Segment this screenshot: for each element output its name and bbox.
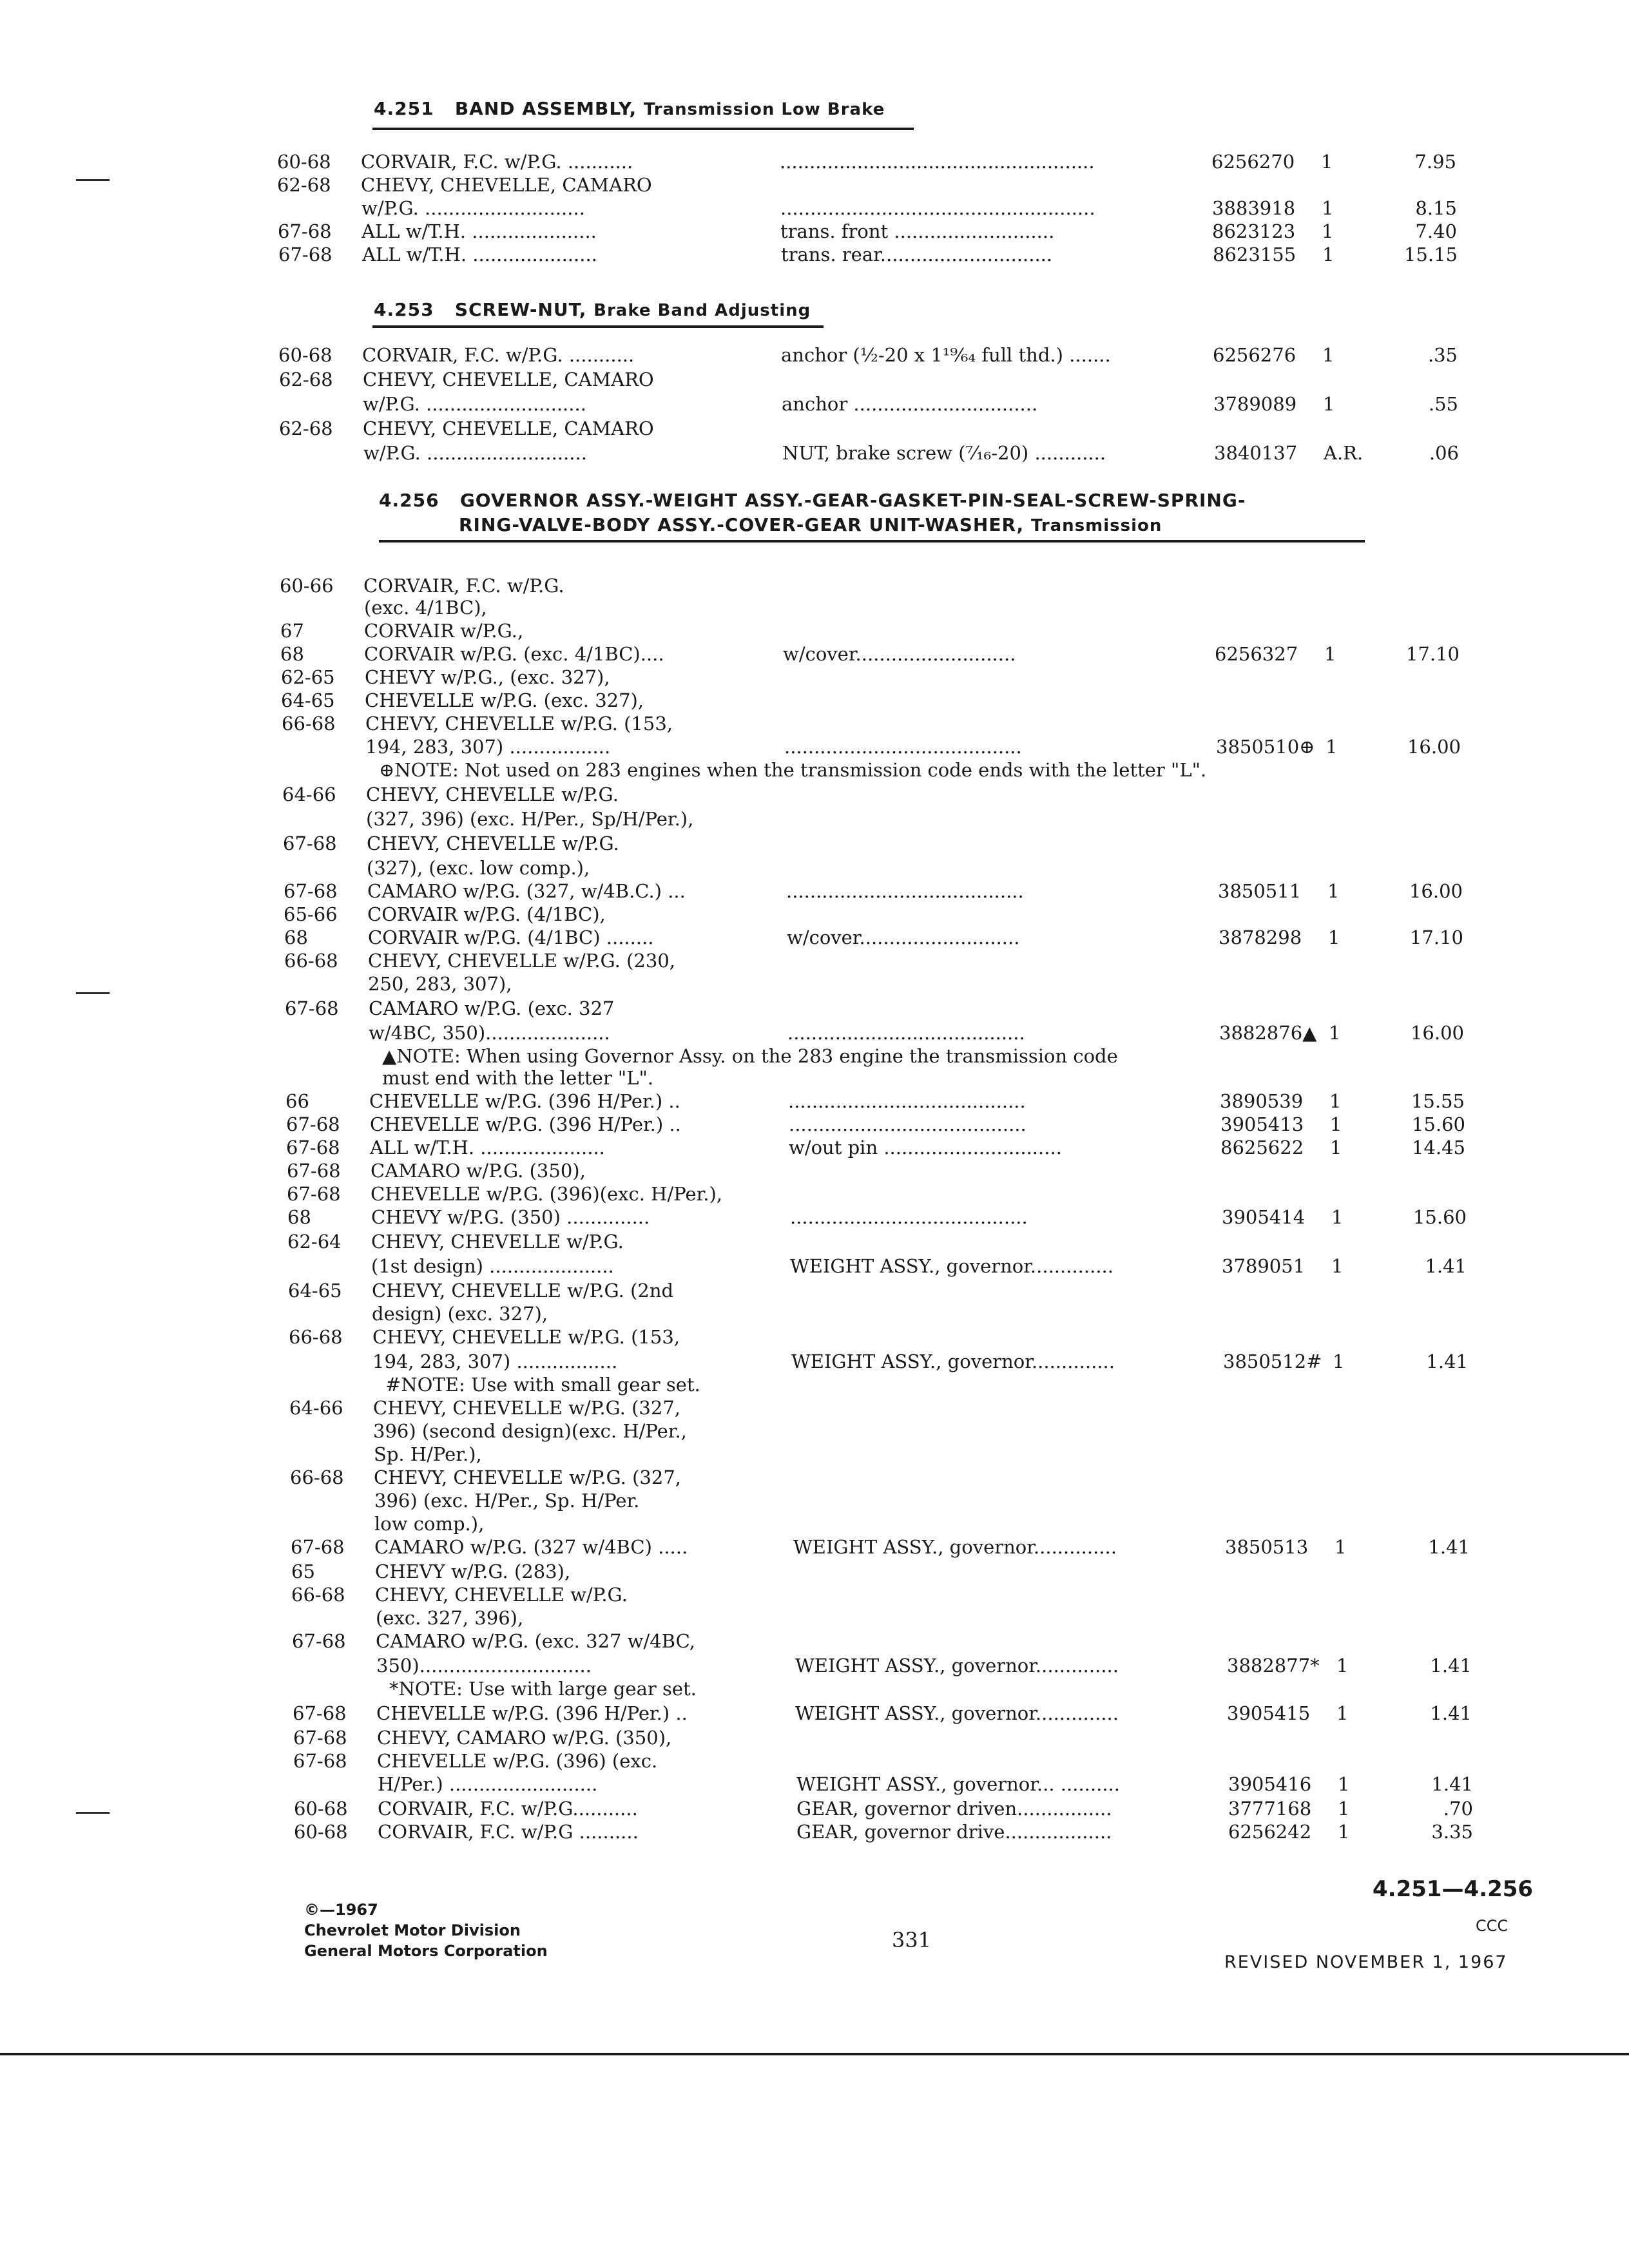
part-number: 8625622 bbox=[1220, 1137, 1304, 1158]
part-description: GEAR, governor drive.................. bbox=[796, 1821, 1112, 1843]
part-description: WEIGHT ASSY., governor.............. bbox=[791, 1350, 1115, 1372]
table-row bbox=[7, 972, 1629, 996]
model-years: 62-65 bbox=[281, 666, 335, 688]
section-heading-4-256 bbox=[379, 490, 1246, 511]
part-description: w/out pin .............................. bbox=[789, 1137, 1062, 1158]
table-row bbox=[1, 219, 1629, 244]
table-row bbox=[11, 1278, 1629, 1303]
part-number: 6256242 bbox=[1228, 1821, 1312, 1843]
model-description: (1st design) ..................... bbox=[371, 1255, 614, 1277]
table-row bbox=[1, 343, 1629, 367]
part-number: 3905414 bbox=[1222, 1206, 1306, 1228]
price: .70 bbox=[1443, 1798, 1473, 1820]
model-years: 65 bbox=[291, 1561, 315, 1582]
price: 16.00 bbox=[1409, 880, 1463, 902]
model-description: ▲NOTE: When using Governor Assy. on the 283 engine the transmission code bbox=[382, 1045, 1118, 1067]
part-number: 3878298 bbox=[1219, 927, 1302, 948]
price: 15.60 bbox=[1411, 1113, 1465, 1135]
model-description: 396) (second design)(exc. H/Per., bbox=[373, 1420, 687, 1442]
model-description: CORVAIR, F.C. w/P.G. ........... bbox=[361, 151, 633, 173]
table-row bbox=[12, 1396, 1629, 1420]
model-description: 350)............................. bbox=[376, 1655, 592, 1677]
part-number: 3789051 bbox=[1222, 1255, 1306, 1277]
quantity: 1 bbox=[1336, 1702, 1349, 1724]
table-row bbox=[5, 807, 1629, 831]
model-description: CAMARO w/P.G. (exc. 327 bbox=[369, 997, 615, 1019]
part-description: trans. front ........................... bbox=[780, 220, 1055, 242]
part-description: w/cover........................... bbox=[783, 643, 1016, 665]
part-number: 8623123 bbox=[1212, 220, 1296, 242]
model-description: CORVAIR, F.C. w/P.G. bbox=[363, 575, 564, 597]
part-number: 6256327 bbox=[1215, 643, 1298, 665]
quantity: 1 bbox=[1331, 1206, 1344, 1228]
division-name: Chevrolet Motor Division bbox=[304, 1921, 521, 1939]
table-row bbox=[17, 1820, 1629, 1844]
price: 1.41 bbox=[1430, 1655, 1472, 1677]
part-number: 6256276 bbox=[1213, 344, 1296, 366]
model-years: 65-66 bbox=[284, 903, 338, 925]
part-description: ..................................................... bbox=[780, 151, 1095, 173]
table-row bbox=[12, 1419, 1629, 1443]
model-years: 67-68 bbox=[287, 1183, 341, 1205]
price: 7.95 bbox=[1414, 151, 1456, 173]
table-row bbox=[13, 1465, 1629, 1490]
quantity: 1 bbox=[1322, 197, 1334, 219]
table-row bbox=[6, 879, 1629, 903]
table-row bbox=[15, 1701, 1629, 1725]
table-row bbox=[4, 688, 1629, 713]
table-row bbox=[0, 149, 1629, 174]
model-years: 67-68 bbox=[285, 997, 339, 1019]
price: 17.10 bbox=[1405, 643, 1460, 665]
model-description: ⊕NOTE: Not used on 283 engines when the transmission code ends with the letter "L". bbox=[379, 759, 1207, 781]
table-row bbox=[6, 831, 1629, 856]
price: 1.41 bbox=[1428, 1536, 1470, 1558]
model-description: low comp.), bbox=[374, 1513, 485, 1535]
model-description: CHEVY w/P.G., (exc. 327), bbox=[365, 666, 610, 688]
table-row bbox=[5, 782, 1629, 807]
table-row bbox=[10, 1254, 1629, 1278]
section-subtitle: Brake Band Adjusting bbox=[593, 301, 811, 320]
part-description: WEIGHT ASSY., governor.............. bbox=[790, 1255, 1113, 1277]
model-description: CHEVY w/P.G. (350) .............. bbox=[371, 1206, 650, 1228]
part-number: 8623155 bbox=[1213, 244, 1296, 265]
price: 8.15 bbox=[1415, 197, 1457, 219]
model-years: 62-68 bbox=[277, 174, 331, 196]
model-years: 60-68 bbox=[278, 344, 333, 366]
section-heading-4-253 bbox=[374, 299, 811, 320]
page-bottom-rule bbox=[0, 2053, 1629, 2055]
table-row bbox=[10, 1182, 1629, 1206]
model-description: CORVAIR w/P.G. (4/1BC) ........ bbox=[368, 927, 654, 948]
price: 1.41 bbox=[1431, 1773, 1473, 1795]
quantity: 1 bbox=[1338, 1821, 1350, 1843]
model-description: (327, 396) (exc. H/Per., Sp/H/Per.), bbox=[366, 808, 694, 830]
model-years: 67-68 bbox=[293, 1727, 347, 1749]
model-description: CHEVY, CHEVELLE w/P.G. bbox=[371, 1231, 624, 1253]
quantity: A.R. bbox=[1324, 442, 1364, 464]
part-description: anchor ............................... bbox=[782, 393, 1038, 415]
part-number: 3850510⊕ bbox=[1216, 736, 1315, 758]
model-description: CHEVELLE w/P.G. (396) (exc. bbox=[377, 1750, 658, 1772]
table-row bbox=[4, 665, 1629, 689]
model-years: 67-68 bbox=[278, 220, 332, 242]
section-underline bbox=[372, 325, 824, 328]
part-description: ........................................ bbox=[789, 1113, 1027, 1135]
section-subtitle: Transmission Low Brake bbox=[643, 100, 885, 119]
model-years: 62-68 bbox=[279, 418, 333, 439]
price: 1.41 bbox=[1425, 1255, 1467, 1277]
price: 16.00 bbox=[1410, 1022, 1464, 1044]
part-description: anchor (½-20 x 1¹⁹⁄₆₄ full thd.) ....... bbox=[781, 344, 1111, 366]
model-description: CHEVY, CHEVELLE w/P.G. bbox=[367, 832, 619, 854]
table-row bbox=[0, 173, 1629, 197]
table-row bbox=[10, 1158, 1629, 1183]
part-number: 3882877* bbox=[1227, 1655, 1320, 1677]
model-description: CHEVY w/P.G. (283), bbox=[375, 1561, 571, 1582]
model-years: 60-68 bbox=[294, 1798, 348, 1820]
model-description: CHEVELLE w/P.G. (396 H/Per.) .. bbox=[370, 1113, 681, 1135]
table-row bbox=[1, 196, 1629, 220]
section-underline bbox=[372, 128, 914, 130]
model-years: 66 bbox=[285, 1090, 309, 1112]
model-description: #NOTE: Use with small gear set. bbox=[385, 1374, 700, 1396]
table-row bbox=[2, 416, 1629, 441]
section-number: 4.256 bbox=[379, 490, 439, 511]
price: 1.41 bbox=[1430, 1702, 1472, 1724]
model-years: 68 bbox=[284, 927, 308, 948]
model-years: 67-68 bbox=[286, 1113, 340, 1135]
model-description: w/4BC, 350)..................... bbox=[369, 1022, 610, 1044]
price: 14.45 bbox=[1411, 1137, 1465, 1158]
table-row bbox=[9, 1112, 1629, 1137]
price: 15.55 bbox=[1411, 1090, 1465, 1112]
catalog-code: CCC bbox=[1476, 1917, 1509, 1935]
part-description: w/cover........................... bbox=[787, 927, 1020, 948]
price: .06 bbox=[1429, 442, 1459, 464]
table-row bbox=[6, 902, 1629, 927]
model-years: 67-68 bbox=[292, 1630, 346, 1652]
model-years: 67-68 bbox=[284, 880, 338, 902]
model-years: 67-68 bbox=[283, 832, 337, 854]
model-years: 60-68 bbox=[277, 151, 331, 173]
price: 16.00 bbox=[1407, 736, 1461, 758]
table-row bbox=[12, 1372, 1629, 1397]
table-row bbox=[1, 242, 1629, 267]
part-number: 3882876▲ bbox=[1219, 1022, 1317, 1044]
section-title: BAND ASSEMBLY, bbox=[454, 98, 637, 119]
table-row bbox=[10, 1205, 1629, 1229]
model-description: CAMARO w/P.G. (350), bbox=[371, 1160, 586, 1182]
page-number: 331 bbox=[892, 1928, 932, 1952]
part-description: WEIGHT ASSY., governor.............. bbox=[795, 1702, 1119, 1724]
model-description: (327), (exc. low comp.), bbox=[367, 857, 590, 879]
model-description: CORVAIR w/P.G. (exc. 4/1BC).... bbox=[364, 643, 664, 665]
quantity: 1 bbox=[1329, 1022, 1341, 1044]
model-description: CHEVELLE w/P.G. (396 H/Per.) .. bbox=[369, 1090, 680, 1112]
part-number: 3850513 bbox=[1225, 1536, 1309, 1558]
part-number: 3789089 bbox=[1213, 393, 1297, 415]
model-description: w/P.G. ........................... bbox=[363, 442, 587, 464]
model-description: CHEVELLE w/P.G. (396 H/Per.) .. bbox=[376, 1702, 688, 1724]
part-description: ........................................ bbox=[788, 1090, 1026, 1112]
model-years: 67 bbox=[280, 620, 304, 642]
table-row bbox=[7, 948, 1629, 973]
copyright: ©—1967 bbox=[304, 1901, 378, 1919]
table-row bbox=[3, 441, 1629, 465]
quantity: 1 bbox=[1328, 927, 1340, 948]
table-row bbox=[12, 1325, 1629, 1349]
model-description: 250, 283, 307), bbox=[368, 973, 512, 995]
table-row bbox=[7, 925, 1629, 950]
model-description: CORVAIR w/P.G., bbox=[364, 620, 524, 642]
part-description: trans. rear............................. bbox=[781, 244, 1053, 265]
part-description: WEIGHT ASSY., governor.............. bbox=[793, 1536, 1117, 1558]
part-description: ........................................ bbox=[786, 880, 1024, 902]
model-description: CAMARO w/P.G. (327 w/4BC) ..... bbox=[374, 1536, 688, 1558]
model-years: 64-66 bbox=[282, 783, 336, 805]
part-number: 3890539 bbox=[1220, 1090, 1304, 1112]
model-description: CHEVY, CHEVELLE, CAMARO bbox=[363, 369, 654, 390]
model-description: CHEVY, CHEVELLE, CAMARO bbox=[363, 418, 654, 439]
model-description: H/Per.) ......................... bbox=[378, 1773, 598, 1795]
table-row bbox=[14, 1535, 1629, 1559]
model-years: 66-68 bbox=[284, 950, 338, 972]
table-row bbox=[8, 1066, 1629, 1090]
model-description: CHEVY, CHEVELLE w/P.G. (153, bbox=[365, 713, 673, 735]
quantity: 1 bbox=[1336, 1655, 1349, 1677]
model-description: 194, 283, 307) ................. bbox=[365, 736, 611, 758]
quantity: 1 bbox=[1322, 220, 1334, 242]
price: 15.60 bbox=[1412, 1206, 1467, 1228]
model-years: 67-68 bbox=[293, 1750, 347, 1772]
quantity: 1 bbox=[1330, 1113, 1342, 1135]
part-description: ........................................ bbox=[784, 736, 1022, 758]
model-years: 60-68 bbox=[294, 1821, 348, 1843]
part-number: 3905413 bbox=[1220, 1113, 1304, 1135]
model-description: CHEVY, CHEVELLE w/P.G. (327, bbox=[374, 1466, 681, 1488]
section-title: SCREW-NUT, bbox=[454, 299, 587, 320]
price: .35 bbox=[1427, 344, 1458, 366]
model-years: 67-68 bbox=[287, 1160, 341, 1182]
table-row bbox=[3, 573, 1629, 598]
part-number: 6256270 bbox=[1211, 151, 1295, 173]
model-description: design) (exc. 327), bbox=[372, 1303, 548, 1325]
model-years: 68 bbox=[280, 643, 304, 665]
table-row bbox=[12, 1349, 1629, 1374]
quantity: 1 bbox=[1323, 393, 1335, 415]
section-heading-4-256-line2 bbox=[459, 514, 1162, 535]
table-row bbox=[2, 392, 1629, 416]
quantity: 1 bbox=[1329, 1090, 1342, 1112]
table-row bbox=[11, 1302, 1629, 1326]
part-description: ........................................ bbox=[790, 1206, 1028, 1228]
table-row bbox=[14, 1582, 1629, 1607]
model-years: 67-68 bbox=[286, 1137, 340, 1158]
quantity: 1 bbox=[1322, 244, 1335, 265]
model-description: CORVAIR, F.C. w/P.G. ........... bbox=[362, 344, 635, 366]
part-description: WEIGHT ASSY., governor.............. bbox=[795, 1655, 1119, 1677]
model-years: 62-64 bbox=[287, 1231, 342, 1253]
table-row bbox=[3, 619, 1629, 643]
section-title-continued: RING-VALVE-BODY ASSY.-COVER-GEAR UNIT-WASHER, bbox=[459, 514, 1025, 535]
corporation-name: General Motors Corporation bbox=[304, 1942, 548, 1960]
model-years: 64-65 bbox=[281, 689, 335, 711]
quantity: 1 bbox=[1321, 151, 1333, 173]
model-years: 64-66 bbox=[289, 1397, 343, 1419]
section-title: GOVERNOR ASSY.-WEIGHT ASSY.-GEAR-GASKET-PIN-SEAL-SCREW-SPRING- bbox=[459, 490, 1246, 511]
model-description: CAMARO w/P.G. (327, w/4B.C.) ... bbox=[367, 880, 686, 902]
model-description: ALL w/T.H. ..................... bbox=[362, 244, 597, 265]
model-description: CHEVY, CHEVELLE w/P.G. (327, bbox=[373, 1397, 680, 1419]
part-description: WEIGHT ASSY., governor... .......... bbox=[796, 1773, 1120, 1795]
table-row bbox=[6, 856, 1629, 880]
part-number: 3840137 bbox=[1214, 442, 1298, 464]
model-description: 194, 283, 307) ................. bbox=[372, 1350, 618, 1372]
model-description: CAMARO w/P.G. (exc. 327 w/4BC, bbox=[376, 1630, 695, 1652]
table-row bbox=[3, 595, 1629, 620]
model-years: 64-65 bbox=[288, 1280, 342, 1302]
table-row bbox=[5, 735, 1629, 759]
table-row bbox=[14, 1559, 1629, 1584]
quantity: 1 bbox=[1333, 1350, 1345, 1372]
section-heading-4-251 bbox=[374, 98, 885, 119]
section-underline bbox=[379, 540, 1365, 543]
part-number: 3850512# bbox=[1223, 1350, 1322, 1372]
quantity: 1 bbox=[1335, 1536, 1347, 1558]
model-years: 67-68 bbox=[278, 244, 333, 265]
model-description: CHEVY, CAMARO w/P.G. (350), bbox=[377, 1727, 672, 1749]
model-description: must end with the letter "L". bbox=[382, 1067, 654, 1089]
table-row bbox=[5, 758, 1629, 782]
section-range: 4.251—4.256 bbox=[1373, 1876, 1534, 1902]
quantity: 1 bbox=[1327, 880, 1340, 902]
price: 3.35 bbox=[1431, 1821, 1473, 1843]
price: 17.10 bbox=[1409, 927, 1463, 948]
part-number: 3905416 bbox=[1228, 1773, 1312, 1795]
model-years: 67-68 bbox=[291, 1536, 345, 1558]
model-description: CHEVY, CHEVELLE w/P.G. bbox=[366, 783, 619, 805]
price: 7.40 bbox=[1415, 220, 1457, 242]
quantity: 1 bbox=[1325, 736, 1338, 758]
model-years: 68 bbox=[287, 1206, 311, 1228]
model-description: CHEVELLE w/P.G. (396)(exc. H/Per.), bbox=[371, 1183, 723, 1205]
part-number: 3850511 bbox=[1218, 880, 1302, 902]
part-number: 3905415 bbox=[1227, 1702, 1311, 1724]
part-description: NUT, brake screw (⁷⁄₁₆-20) ............ bbox=[782, 442, 1106, 464]
model-years: 67-68 bbox=[293, 1702, 347, 1724]
model-description: ALL w/T.H. ..................... bbox=[361, 220, 597, 242]
table-row bbox=[13, 1442, 1629, 1466]
table-row bbox=[5, 711, 1629, 736]
part-description: GEAR, governor driven................ bbox=[796, 1798, 1112, 1820]
table-row bbox=[9, 1135, 1629, 1160]
table-row bbox=[17, 1796, 1629, 1821]
part-number: 3777168 bbox=[1228, 1798, 1312, 1820]
model-description: (exc. 4/1BC), bbox=[364, 597, 487, 619]
quantity: 1 bbox=[1338, 1798, 1350, 1820]
model-description: 396) (exc. H/Per., Sp. H/Per. bbox=[374, 1490, 640, 1512]
model-years: 66-68 bbox=[291, 1584, 345, 1606]
quantity: 1 bbox=[1338, 1773, 1350, 1795]
quantity: 1 bbox=[1331, 1255, 1344, 1277]
model-description: (exc. 327, 396), bbox=[376, 1607, 524, 1629]
model-description: CHEVY, CHEVELLE w/P.G. (230, bbox=[368, 950, 675, 972]
model-description: CORVAIR, F.C. w/P.G........... bbox=[378, 1798, 638, 1820]
model-years: 66-68 bbox=[289, 1326, 343, 1348]
table-row bbox=[14, 1488, 1629, 1513]
model-description: w/P.G. ........................... bbox=[363, 393, 586, 415]
table-row bbox=[10, 1229, 1629, 1254]
model-years: 66-68 bbox=[282, 713, 336, 735]
section-number: 4.251 bbox=[374, 98, 434, 119]
table-row bbox=[3, 642, 1629, 666]
section-subtitle: Transmission bbox=[1030, 516, 1162, 535]
table-row bbox=[8, 996, 1629, 1021]
model-description: w/P.G. ........................... bbox=[361, 197, 585, 219]
price: .55 bbox=[1428, 393, 1458, 415]
part-number: 3883918 bbox=[1212, 197, 1296, 219]
model-description: CHEVY, CHEVELLE w/P.G. (153, bbox=[372, 1326, 680, 1348]
model-description: CHEVY, CHEVELLE, CAMARO bbox=[361, 174, 652, 196]
model-description: CHEVY, CHEVELLE w/P.G. bbox=[375, 1584, 628, 1606]
table-row bbox=[15, 1653, 1629, 1678]
price: 15.15 bbox=[1403, 244, 1458, 265]
price: 1.41 bbox=[1426, 1350, 1468, 1372]
model-description: ALL w/T.H. ..................... bbox=[370, 1137, 605, 1158]
model-description: Sp. H/Per.), bbox=[374, 1443, 482, 1465]
table-row bbox=[15, 1629, 1629, 1653]
model-description: CHEVELLE w/P.G. (exc. 327), bbox=[365, 689, 644, 711]
revision-date: REVISED NOVEMBER 1, 1967 bbox=[1224, 1952, 1508, 1972]
table-row bbox=[15, 1677, 1629, 1701]
model-years: 62-68 bbox=[279, 369, 333, 390]
model-description: CHEVY, CHEVELLE w/P.G. (2nd bbox=[372, 1280, 674, 1302]
model-description: CORVAIR w/P.G. (4/1BC), bbox=[367, 903, 606, 925]
model-description: *NOTE: Use with large gear set. bbox=[389, 1678, 697, 1700]
table-row bbox=[17, 1772, 1629, 1796]
quantity: 1 bbox=[1322, 344, 1335, 366]
table-row bbox=[16, 1749, 1629, 1773]
table-row bbox=[2, 367, 1629, 392]
quantity: 1 bbox=[1330, 1137, 1342, 1158]
table-row bbox=[14, 1512, 1629, 1536]
table-row bbox=[8, 1021, 1629, 1045]
model-years: 60-66 bbox=[280, 575, 334, 597]
table-row bbox=[16, 1725, 1629, 1750]
model-description: CORVAIR, F.C. w/P.G .......... bbox=[378, 1821, 639, 1843]
table-row bbox=[8, 1089, 1629, 1113]
part-description: ..................................................... bbox=[780, 197, 1095, 219]
table-row bbox=[8, 1044, 1629, 1068]
quantity: 1 bbox=[1324, 643, 1336, 665]
table-row bbox=[15, 1606, 1629, 1630]
model-years: 66-68 bbox=[290, 1466, 344, 1488]
section-number: 4.253 bbox=[374, 299, 434, 320]
part-description: ........................................ bbox=[787, 1022, 1025, 1044]
